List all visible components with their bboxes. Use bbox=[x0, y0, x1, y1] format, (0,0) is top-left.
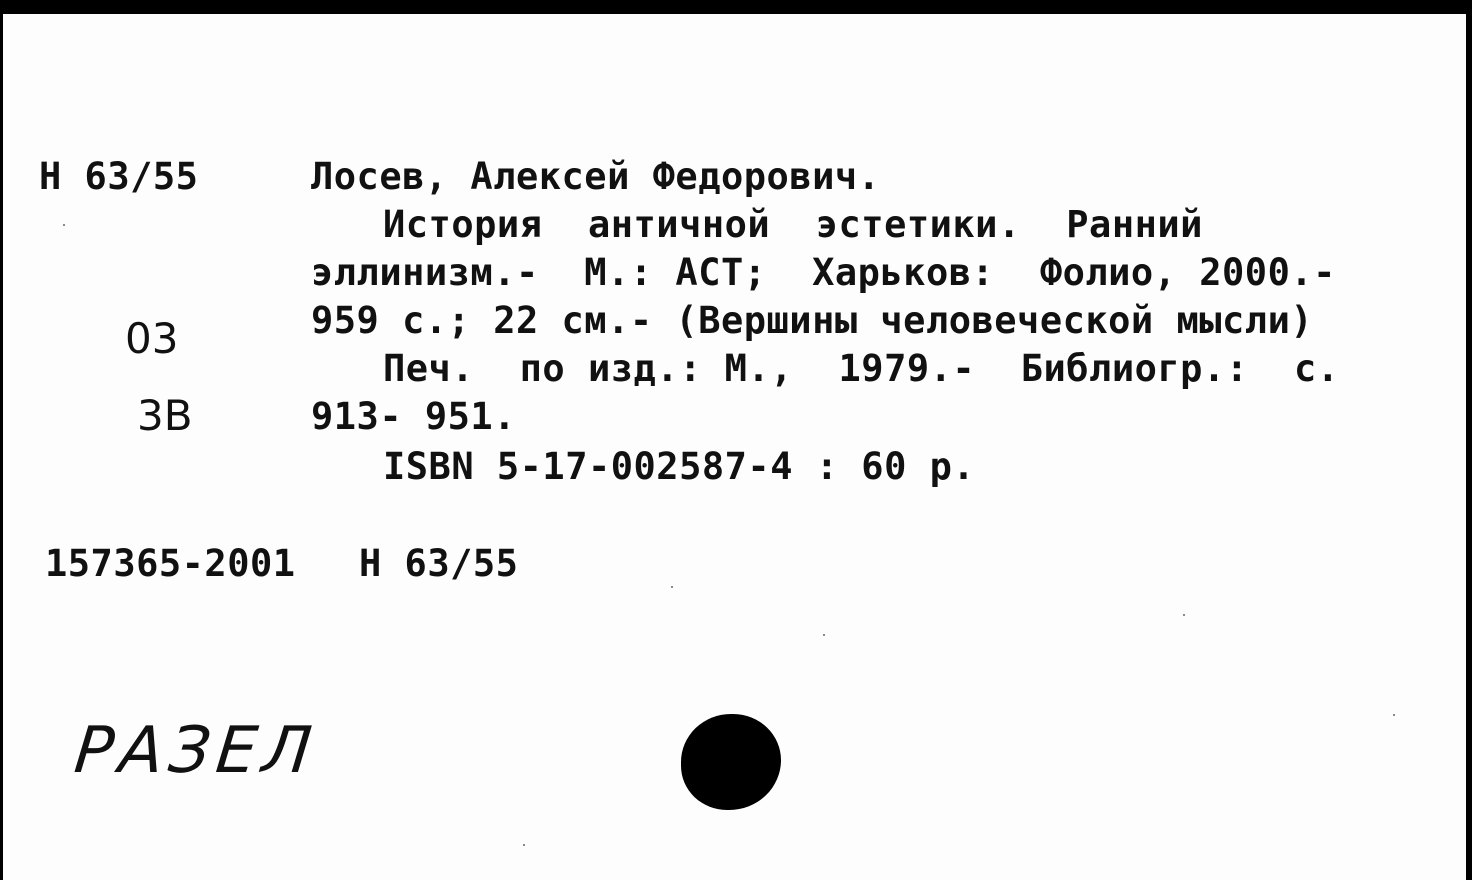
title-line-1: История античной эстетики. Ранний bbox=[383, 203, 1203, 246]
shelf-mark: Н 63/55 bbox=[39, 155, 199, 198]
handwritten-note: РАЗЕЛ bbox=[71, 714, 321, 788]
catalog-card bbox=[3, 14, 1467, 880]
inventory-number: 157365-2001 bbox=[45, 542, 296, 585]
card-frame-edge bbox=[1466, 0, 1472, 880]
handwritten-code-2: 3В bbox=[137, 391, 193, 440]
title-line-3: 959 с.; 22 см.- (Вершины человеческой мысли) bbox=[311, 299, 1314, 342]
handwritten-code-1: 03 bbox=[125, 314, 179, 363]
dust-speck bbox=[63, 224, 65, 226]
dust-speck bbox=[823, 634, 825, 636]
note-line-2: 913- 951. bbox=[311, 395, 516, 438]
title-line-2: эллинизм.- М.: АСТ; Харьков: Фолио, 2000.- bbox=[311, 251, 1336, 294]
author-heading: Лосев, Алексей Федорович. bbox=[311, 155, 881, 198]
dust-speck bbox=[1183, 614, 1185, 616]
isbn-line: ISBN 5-17-002587-4 : 60 р. bbox=[383, 445, 976, 488]
dust-speck bbox=[1393, 714, 1395, 716]
inventory-shelf-mark: Н 63/55 bbox=[359, 542, 519, 585]
dust-speck bbox=[523, 844, 525, 846]
note-line-1: Печ. по изд.: М., 1979.- Библиогр.: с. bbox=[383, 347, 1340, 390]
punch-hole bbox=[681, 714, 781, 810]
dust-speck bbox=[671, 586, 673, 588]
